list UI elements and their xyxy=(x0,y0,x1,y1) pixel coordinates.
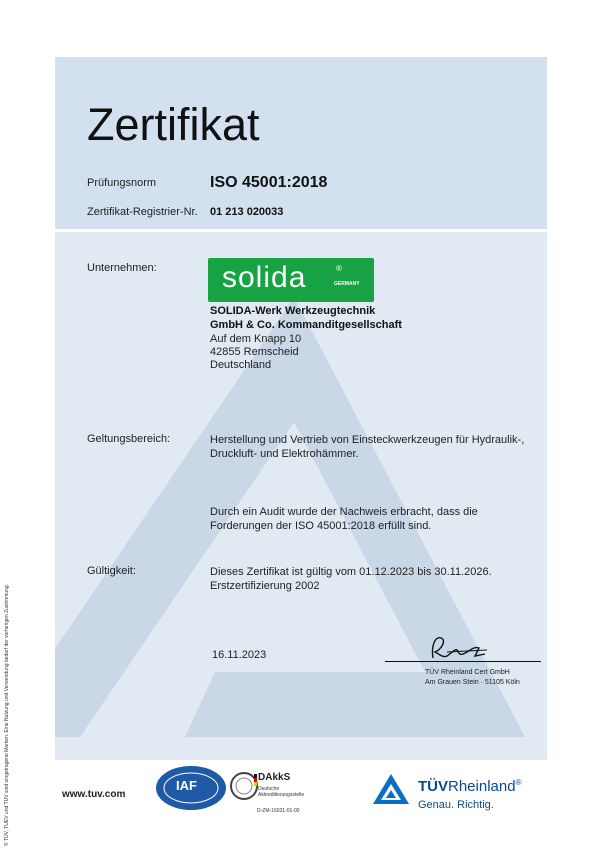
scope-label: Geltungsbereich: xyxy=(87,433,171,445)
iaf-seal-text: IAF xyxy=(176,778,197,793)
company-street: Auf dem Knapp 10 xyxy=(210,333,302,345)
tuv-rheinland-brand xyxy=(418,778,521,795)
validity-line2: Erstzertifizierung 2002 xyxy=(210,580,320,592)
signature-mark xyxy=(425,632,515,664)
issuer-name: TÜV Rheinland Cert GmbH xyxy=(425,669,510,676)
certificate-body xyxy=(55,232,547,760)
company-country: Deutschland xyxy=(210,359,272,371)
signature-line xyxy=(385,661,541,662)
dakks-word: DAkkS xyxy=(258,772,291,783)
registration-label: Zertifikat-Registrier-Nr. xyxy=(87,206,198,218)
tuv-brand-light: Rheinland xyxy=(448,778,516,795)
certificate-header xyxy=(55,57,547,229)
dakks-line2: Akkreditierungsstelle xyxy=(258,792,305,798)
tuv-brand-bold: TÜV xyxy=(418,778,448,795)
tuv-website: www.tuv.com xyxy=(62,789,126,800)
company-label: Unternehmen: xyxy=(87,262,157,274)
company-name-line2: GmbH & Co. Kommanditgesellschaft xyxy=(210,319,402,331)
scope-line1: Herstellung und Vertrieb von Einsteckwerkzeugen für Hydraulik-, xyxy=(210,434,525,446)
dakks-registration: D-ZM-16031-01-00 xyxy=(257,808,300,814)
company-name-line1: SOLIDA-Werk Werkzeugtechnik xyxy=(210,305,376,317)
registration-value: 01 213 020033 xyxy=(210,206,284,218)
tuv-brand-registered: ® xyxy=(515,778,522,787)
dakks-line1: Deutsche xyxy=(258,786,280,792)
audit-line1: Durch ein Audit wurde der Nachweis erbracht, dass die xyxy=(210,506,478,518)
solida-logo-word: solida xyxy=(222,261,307,294)
solida-logo-registered: ® xyxy=(336,264,342,273)
issuer-address: Am Grauen Stein · 51105 Köln xyxy=(425,679,520,686)
norm-label: Prüfungsnorm xyxy=(87,177,157,189)
tuv-triangle-logo-icon xyxy=(371,772,411,806)
dakks-seal-icon xyxy=(229,766,259,808)
audit-line2: Forderungen der ISO 45001:2018 erfüllt sind. xyxy=(210,520,432,532)
solida-logo xyxy=(208,258,374,302)
norm-value: ISO 45001:2018 xyxy=(210,174,328,191)
company-city: 42855 Remscheid xyxy=(210,346,299,358)
tuv-slogan: Genau. Richtig. xyxy=(418,799,494,811)
page-title: Zertifikat xyxy=(87,99,260,150)
validity-label: Gültigkeit: xyxy=(87,565,136,577)
scope-line2: Druckluft- und Elektrohämmer. xyxy=(210,448,359,460)
signature-date: 16.11.2023 xyxy=(212,649,267,661)
validity-line1: Dieses Zertifikat ist gültig vom 01.12.2023 bis 30.11.2026. xyxy=(210,566,492,578)
trademark-side-note: © TÜV, TUEV und TUV sind eingetragene Marken. Eine Nutzung und Verwendung bedarf der vorherigen Zustimmung. xyxy=(4,584,10,846)
solida-logo-sub: GERMANY xyxy=(334,281,360,287)
